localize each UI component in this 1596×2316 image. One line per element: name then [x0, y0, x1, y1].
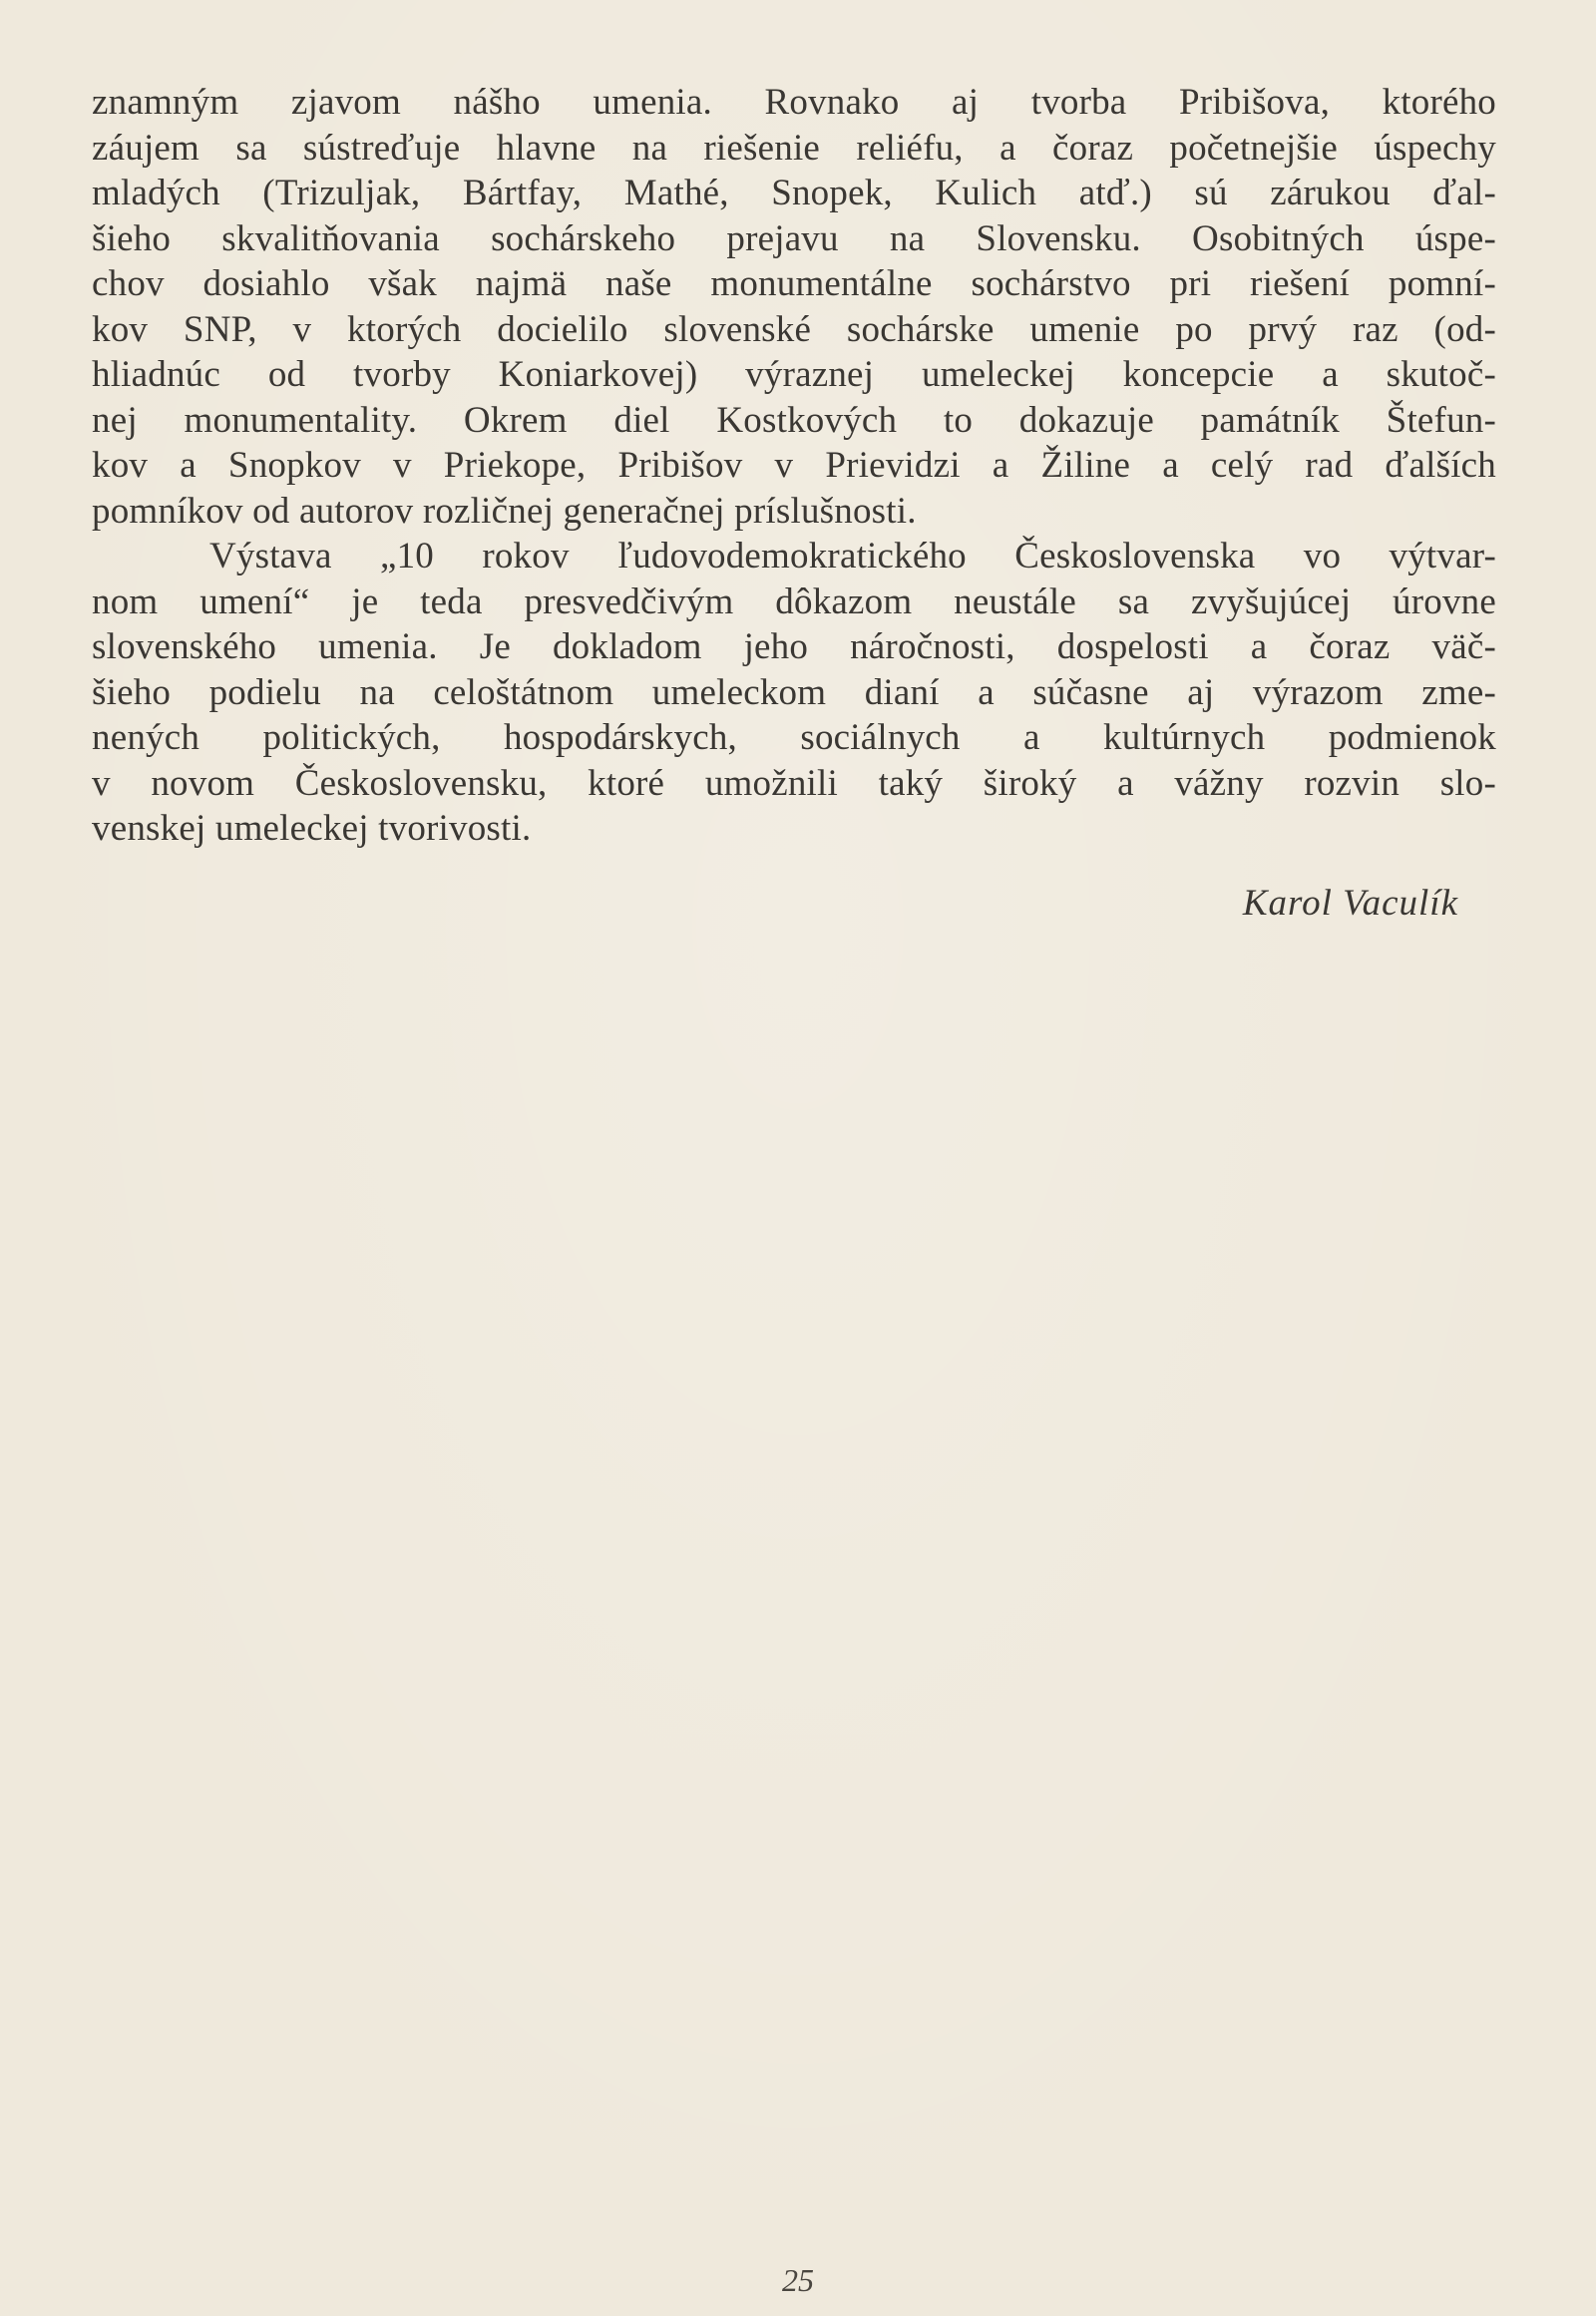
text-line: venskej umeleckej tvorivosti. — [92, 808, 532, 849]
text-line: v novom Československu, ktoré umožnili taký široký a vážny rozvin slo- — [92, 762, 1496, 804]
text-line: znamným zjavom nášho umenia. Rovnako aj tvorba Pribišova, ktorého — [92, 82, 1496, 123]
text-line: nených politických, hospodárskych, sociálnych a kultúrnych podmienok — [92, 717, 1496, 758]
text-line: kov SNP, v ktorých docielilo slovenské sochárske umenie po prvý raz (od- — [92, 308, 1496, 350]
article-body — [92, 80, 1496, 852]
paragraph-1 — [92, 80, 1496, 534]
text-line: slovenského umenia. Je dokladom jeho náročnosti, dospelosti a čoraz väč- — [92, 626, 1496, 667]
text-line: šieho podielu na celoštátnom umeleckom dianí a súčasne aj výrazom zme- — [92, 671, 1496, 713]
author-signature: Karol Vaculík — [1242, 883, 1458, 924]
text-line: záujem sa sústreďuje hlavne na riešenie reliéfu, a čoraz početnejšie úspechy — [92, 127, 1496, 169]
text-line: pomníkov od autorov rozličnej generačnej príslušnosti. — [92, 490, 917, 532]
text-line: kov a Snopkov v Priekope, Pribišov v Prievidzi a Žiline a celý rad ďalších — [92, 445, 1496, 486]
text-line: šieho skvalitňovania sochárskeho prejavu na Slovensku. Osobitných úspe- — [92, 217, 1496, 259]
page-number: 25 — [782, 2262, 814, 2298]
text-line: mladých (Trizuljak, Bártfay, Mathé, Snopek, Kulich atď.) sú zárukou ďal- — [92, 173, 1496, 213]
paragraph-2 — [92, 534, 1496, 852]
text-line: chov dosiahlo však najmä naše monumentálne sochárstvo pri riešení pomní- — [92, 263, 1496, 304]
text-line: nej monumentality. Okrem diel Kostkových to dokazuje památník Štefun- — [92, 399, 1496, 441]
text-line: nom umení“ je teda presvedčivým dôkazom neustále sa zvyšujúcej úrovne — [92, 580, 1496, 622]
text-line: hliadnúc od tvorby Koniarkovej) výraznej umeleckej koncepcie a skutoč- — [92, 354, 1496, 395]
text-line: Výstava „10 rokov ľudovodemokratického Československa vo výtvar- — [209, 536, 1496, 577]
